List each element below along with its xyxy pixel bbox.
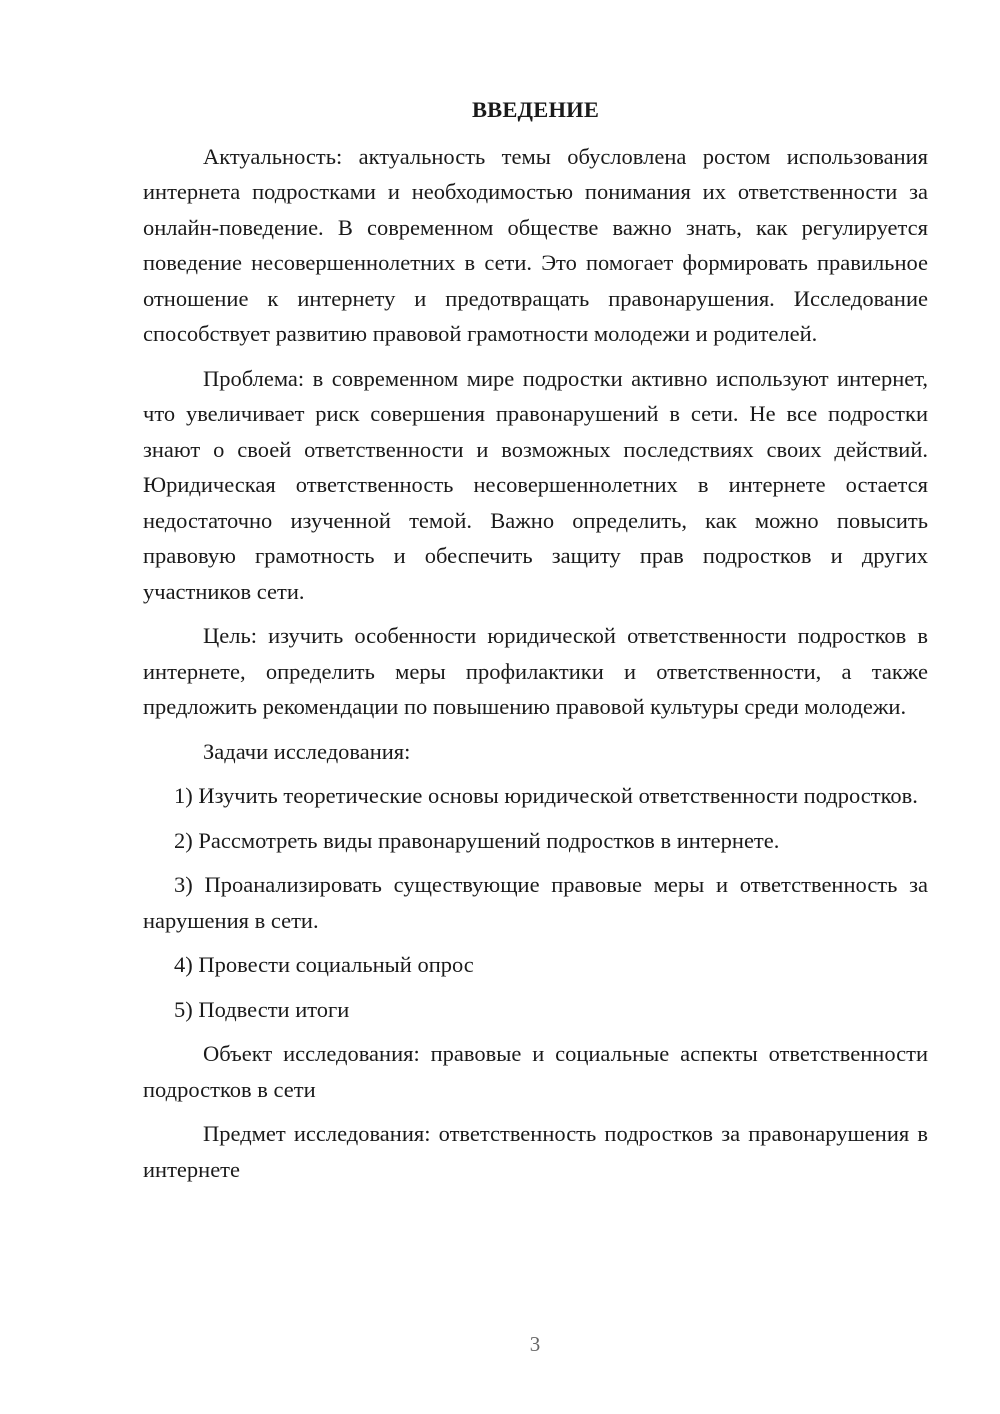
object-paragraph: Объект исследования: правовые и социальные аспекты ответственности подростков в сети xyxy=(143,1041,928,1102)
task-item-1: 1) Изучить теоретические основы юридической ответственности подростков. xyxy=(174,783,918,808)
task-item-5: 5) Подвести итоги xyxy=(174,996,350,1022)
task-item-4: 4) Провести социальный опрос xyxy=(174,952,474,977)
task-item-2: 2) Рассмотреть виды правонарушений подростков в интернете. xyxy=(174,827,780,853)
page-content xyxy=(143,92,928,1196)
goal-paragraph: Цель: изучить особенности юридической ответственности подростков в интернете, определить меры профилактики и ответственности, а также предложить рекомендации по повышению правовой культуры среди молодежи. xyxy=(143,623,928,719)
relevance-paragraph: Актуальность: актуальность темы обусловлена ростом использования интернета подростками и необходимостью понимания их ответственности за онлайн-поведение. В современном обществе важно знать, как регулируется поведение несовершеннолетних в сети. Это помогает формировать правильное отношение к интернету и предотвращать правонарушения. Исследование способствует развитию правовой грамотности молодежи и родителей. xyxy=(143,143,928,346)
tasks-heading: Задачи исследования: xyxy=(203,738,411,764)
task-item-3: 3) Проанализировать существующие правовые меры и ответственность за нарушения в сети. xyxy=(143,872,928,933)
page-number: 3 xyxy=(529,1332,541,1356)
subject-paragraph: Предмет исследования: ответственность подростков за правонарушения в интернете xyxy=(143,1121,928,1182)
problem-paragraph: Проблема: в современном мире подростки активно используют интернет, что увеличивает риск совершения правонарушений в сети. Не все подростки знают о своей ответственности и возможных последствиях своих действий. Юридическая ответственность несовершеннолетних в интернете остается недостаточно изученной темой. Важно определить, как можно повысить правовую грамотность и обеспечить защиту прав подростков и других участников сети. xyxy=(143,365,928,604)
page-title: ВВЕДЕНИЕ xyxy=(471,97,600,122)
